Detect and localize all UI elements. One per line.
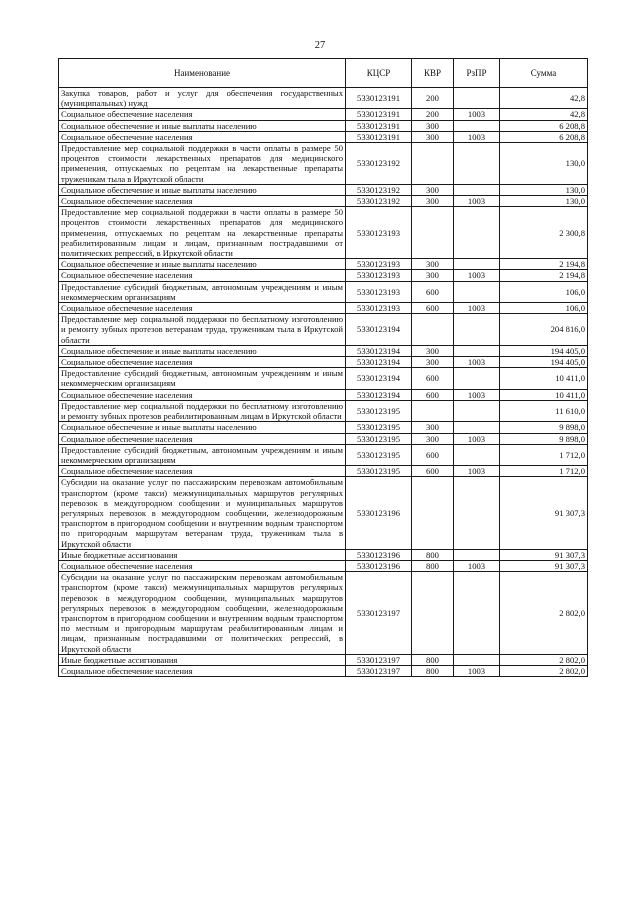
sum-cell: 2 194,8 [500,270,588,281]
kvr-cell [412,572,454,655]
name-cell: Социальное обеспечение населения [59,433,346,444]
name-cell: Социальное обеспечение населения [59,466,346,477]
kcsr-cell: 5330123197 [346,654,412,665]
rzpr-cell: 1003 [454,433,500,444]
rzpr-cell [454,88,500,109]
table-row [59,422,588,433]
name-cell: Социальное обеспечение населения [59,389,346,400]
table-row [59,345,588,356]
table-row [59,389,588,400]
kvr-cell: 300 [412,196,454,207]
sum-cell: 9 898,0 [500,433,588,444]
table-row [59,400,588,421]
table-row [59,270,588,281]
rzpr-cell [454,143,500,185]
sum-cell: 2 194,8 [500,259,588,270]
table-row [59,196,588,207]
sum-cell: 10 411,0 [500,368,588,389]
sum-cell: 42,8 [500,88,588,109]
kcsr-cell: 5330123191 [346,88,412,109]
kcsr-cell: 5330123196 [346,549,412,560]
table-row [59,560,588,571]
kvr-cell: 200 [412,88,454,109]
rzpr-cell: 1003 [454,131,500,142]
kcsr-cell: 5330123191 [346,131,412,142]
sum-cell: 204 816,0 [500,314,588,346]
kvr-cell [412,477,454,549]
kvr-cell: 300 [412,345,454,356]
rzpr-cell: 1003 [454,196,500,207]
rzpr-cell [454,368,500,389]
kcsr-cell: 5330123194 [346,389,412,400]
kvr-cell: 600 [412,444,454,465]
header-kvr: КВР [412,59,454,88]
name-cell: Субсидии на оказание услуг по пассажирским перевозкам автомобильным транспортом (кроме такси) межмуниципальных маршрутов регулярных перевозок в междугородном сообщении и муниципальных маршрутов регулярных перевозок в междугородном сообщении, железнодорожным транспортом в пригородном сообщении и внутренним водным транспортом по пригородным маршрутам ветеранам труда, труженикам тыла в Иркутской области [59,477,346,549]
header-kcsr: КЦСР [346,59,412,88]
rzpr-cell: 1003 [454,665,500,676]
kcsr-cell: 5330123194 [346,368,412,389]
rzpr-cell: 1003 [454,466,500,477]
kcsr-cell: 5330123194 [346,345,412,356]
table-row [59,184,588,195]
kvr-cell: 300 [412,131,454,142]
name-cell: Субсидии на оказание услуг по пассажирским перевозкам автомобильным транспортом (кроме такси) межмуниципальных маршрутов регулярных перевозок в междугородном сообщении, муниципальных маршрутов регулярных перевозок в междугородном сообщении, железнодорожным транспортом в пригородном сообщении и внутренним водным транспортом по местным и пригородным маршрутам реабилитированным лицам и лицам, признанным пострадавшими от политических репрессий, в Иркутской области [59,572,346,655]
name-cell: Социальное обеспечение и иные выплаты населению [59,422,346,433]
sum-cell: 10 411,0 [500,389,588,400]
budget-table [58,58,588,677]
name-cell: Предоставление субсидий бюджетным, автономным учреждениям и иным некоммерческим организациям [59,444,346,465]
table-row [59,259,588,270]
name-cell: Социальное обеспечение населения [59,270,346,281]
name-cell: Социальное обеспечение и иные выплаты населению [59,184,346,195]
table-row [59,88,588,109]
kcsr-cell: 5330123195 [346,466,412,477]
kvr-cell: 800 [412,665,454,676]
name-cell: Социальное обеспечение населения [59,196,346,207]
sum-cell: 130,0 [500,184,588,195]
table-row [59,131,588,142]
rzpr-cell [454,207,500,259]
kvr-cell: 600 [412,368,454,389]
table-row [59,207,588,259]
sum-cell: 9 898,0 [500,422,588,433]
name-cell: Закупка товаров, работ и услуг для обеспечения государственных (муниципальных) нужд [59,88,346,109]
kvr-cell [412,207,454,259]
name-cell: Социальное обеспечение населения [59,109,346,120]
rzpr-cell: 1003 [454,357,500,368]
kcsr-cell: 5330123194 [346,357,412,368]
sum-cell: 2 802,0 [500,665,588,676]
kvr-cell: 300 [412,184,454,195]
kcsr-cell: 5330123196 [346,477,412,549]
kcsr-cell: 5330123193 [346,207,412,259]
rzpr-cell [454,184,500,195]
rzpr-cell [454,477,500,549]
kvr-cell: 300 [412,433,454,444]
header-name: Наименование [59,59,346,88]
kvr-cell: 800 [412,654,454,665]
kcsr-cell: 5330123192 [346,143,412,185]
rzpr-cell [454,549,500,560]
table-body [59,88,588,677]
name-cell: Предоставление субсидий бюджетным, автономным учреждениям и иным некоммерческим организациям [59,368,346,389]
rzpr-cell [454,422,500,433]
table-row [59,466,588,477]
rzpr-cell: 1003 [454,303,500,314]
table-header-row [59,59,588,88]
sum-cell: 106,0 [500,303,588,314]
rzpr-cell: 1003 [454,389,500,400]
rzpr-cell: 1003 [454,270,500,281]
sum-cell: 42,8 [500,109,588,120]
kcsr-cell: 5330123194 [346,314,412,346]
name-cell: Социальное обеспечение населения [59,131,346,142]
table-row [59,303,588,314]
table-row [59,143,588,185]
kvr-cell: 600 [412,389,454,400]
kcsr-cell: 5330123192 [346,184,412,195]
name-cell: Предоставление мер социальной поддержки в части оплаты в размере 50 процентов стоимости лекарственных препаратов для медицинского применения, отпускаемых по рецептам на лекарственные препараты реабилитированным лицам и лицам, признанным пострадавшими от политических репрессий, в Иркутской области [59,207,346,259]
kvr-cell: 300 [412,259,454,270]
kvr-cell: 300 [412,120,454,131]
rzpr-cell [454,654,500,665]
kvr-cell: 300 [412,357,454,368]
rzpr-cell: 1003 [454,560,500,571]
rzpr-cell [454,314,500,346]
sum-cell: 91 307,3 [500,477,588,549]
kvr-cell: 300 [412,270,454,281]
rzpr-cell [454,120,500,131]
kvr-cell: 800 [412,560,454,571]
kvr-cell: 600 [412,303,454,314]
kvr-cell: 600 [412,466,454,477]
kcsr-cell: 5330123197 [346,572,412,655]
kvr-cell: 300 [412,422,454,433]
name-cell: Социальное обеспечение и иные выплаты населению [59,120,346,131]
kvr-cell [412,143,454,185]
kcsr-cell: 5330123193 [346,281,412,302]
sum-cell: 2 802,0 [500,572,588,655]
sum-cell: 106,0 [500,281,588,302]
name-cell: Иные бюджетные ассигнования [59,549,346,560]
name-cell: Иные бюджетные ассигнования [59,654,346,665]
kvr-cell: 600 [412,281,454,302]
table-row [59,654,588,665]
sum-cell: 194 405,0 [500,357,588,368]
name-cell: Предоставление субсидий бюджетным, автономным учреждениям и иным некоммерческим организациям [59,281,346,302]
page-number: 27 [314,40,326,51]
kvr-cell [412,314,454,346]
sum-cell: 6 208,8 [500,131,588,142]
sum-cell: 1 712,0 [500,466,588,477]
sum-cell: 91 307,3 [500,560,588,571]
kcsr-cell: 5330123195 [346,400,412,421]
kcsr-cell: 5330123195 [346,422,412,433]
kcsr-cell: 5330123191 [346,120,412,131]
name-cell: Социальное обеспечение и иные выплаты населению [59,259,346,270]
sum-cell: 130,0 [500,196,588,207]
sum-cell: 1 712,0 [500,444,588,465]
kcsr-cell: 5330123197 [346,665,412,676]
rzpr-cell [454,444,500,465]
sum-cell: 130,0 [500,143,588,185]
table-row [59,665,588,676]
kvr-cell [412,400,454,421]
rzpr-cell [454,281,500,302]
name-cell: Социальное обеспечение населения [59,357,346,368]
kvr-cell: 200 [412,109,454,120]
header-rzpr: РзПР [454,59,500,88]
table-row [59,368,588,389]
kcsr-cell: 5330123193 [346,270,412,281]
kcsr-cell: 5330123195 [346,433,412,444]
rzpr-cell [454,259,500,270]
sum-cell: 11 610,0 [500,400,588,421]
table-row [59,444,588,465]
name-cell: Предоставление мер социальной поддержки по бесплатному изготовлению и ремонту зубных протезов реабилитированным лицам в Иркутской области [59,400,346,421]
table-row [59,357,588,368]
sum-cell: 2 802,0 [500,654,588,665]
name-cell: Социальное обеспечение и иные выплаты населению [59,345,346,356]
table-row [59,120,588,131]
table-row [59,109,588,120]
name-cell: Социальное обеспечение населения [59,665,346,676]
name-cell: Предоставление мер социальной поддержки в части оплаты в размере 50 процентов стоимости лекарственных препаратов для медицинского применения, отпускаемых по рецептам на лекарственные препараты труженикам тыла в Иркутской области [59,143,346,185]
rzpr-cell [454,345,500,356]
table-row [59,572,588,655]
name-cell: Социальное обеспечение населения [59,303,346,314]
table-row [59,281,588,302]
table-row [59,314,588,346]
rzpr-cell [454,572,500,655]
kvr-cell: 800 [412,549,454,560]
kcsr-cell: 5330123195 [346,444,412,465]
header-sum: Сумма [500,59,588,88]
sum-cell: 91 307,3 [500,549,588,560]
kcsr-cell: 5330123193 [346,303,412,314]
kcsr-cell: 5330123192 [346,196,412,207]
kcsr-cell: 5330123196 [346,560,412,571]
sum-cell: 194 405,0 [500,345,588,356]
table-row [59,433,588,444]
table-row [59,549,588,560]
kcsr-cell: 5330123191 [346,109,412,120]
kcsr-cell: 5330123193 [346,259,412,270]
sum-cell: 6 208,8 [500,120,588,131]
sum-cell: 2 300,8 [500,207,588,259]
name-cell: Предоставление мер социальной поддержки по бесплатному изготовлению и ремонту зубных протезов ветеранам труда, труженикам тыла в Иркутской области [59,314,346,346]
name-cell: Социальное обеспечение населения [59,560,346,571]
table-row [59,477,588,549]
rzpr-cell [454,400,500,421]
rzpr-cell: 1003 [454,109,500,120]
